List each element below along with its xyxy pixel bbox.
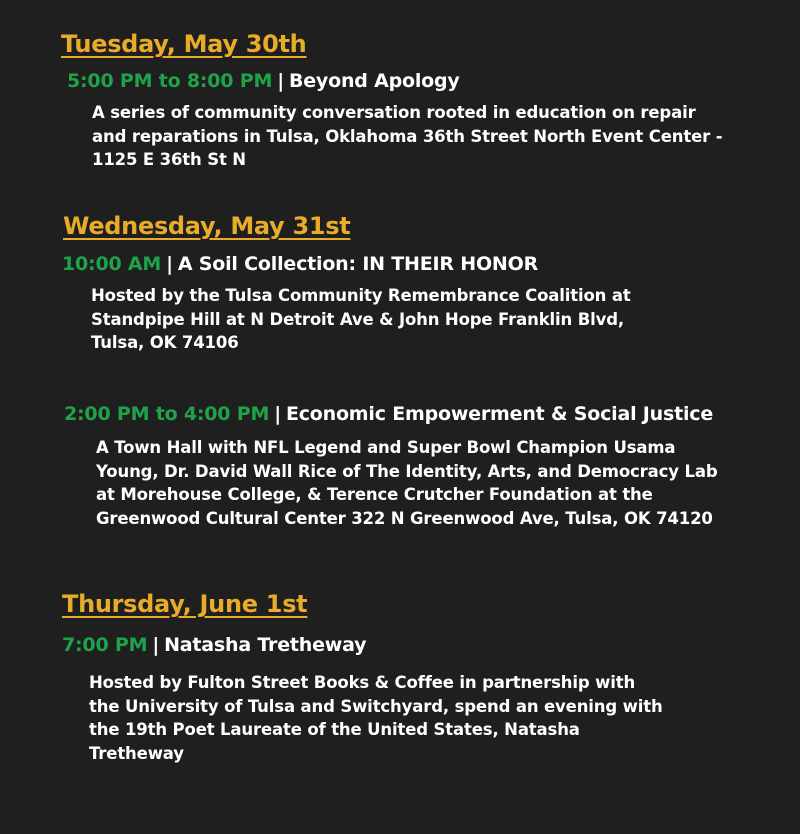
event-title: Economic Empowerment & Social Justice	[285, 403, 714, 425]
event-description-soil-collection: Hosted by the Tulsa Community Remembrance Coalition at Standpipe Hill at N Detroit Ave & John Hope Franklin Blvd, Tulsa, OK 74106	[91, 286, 631, 352]
event-separator: |	[274, 403, 281, 425]
event-heading-economic-empowerment	[64, 403, 713, 425]
event-description-beyond-apology: A series of community conversation rooted in education on repair and reparations in Tulsa, Oklahoma 36th Street North Event Center - 1125 E 36th St N	[92, 103, 723, 169]
day-heading-thursday: Thursday, June 1st	[62, 590, 308, 618]
event-heading-beyond-apology	[67, 70, 460, 92]
event-title: Natasha Tretheway	[164, 634, 367, 656]
event-time: 7:00 PM	[62, 634, 148, 656]
event-heading-soil-collection	[62, 253, 538, 275]
event-time: 10:00 AM	[62, 253, 162, 275]
day-heading-tuesday: Tuesday, May 30th	[61, 30, 307, 58]
event-separator: |	[166, 253, 173, 275]
event-heading-natasha-tretheway	[62, 634, 366, 656]
event-title: Beyond Apology	[288, 70, 460, 92]
event-time: 5:00 PM to 8:00 PM	[67, 70, 273, 92]
event-title: A Soil Collection: IN THEIR HONOR	[177, 253, 538, 275]
event-separator: |	[152, 634, 160, 656]
event-time: 2:00 PM to 4:00 PM	[64, 403, 270, 425]
event-separator: |	[277, 70, 284, 92]
event-description-economic-empowerment: A Town Hall with NFL Legend and Super Bowl Champion Usama Young, Dr. David Wall Rice of The Identity, Arts, and Democracy Lab at Morehouse College, & Terence Crutcher Foundation at the Greenwood Cultural Center 322 N Greenwood Ave, Tulsa, OK 74120	[96, 438, 718, 528]
event-description-natasha-tretheway: Hosted by Fulton Street Books & Coffee in partnership with the University of Tulsa and Switchyard, spend an evening with the 19th Poet Laureate of the United States, Natasha Tretheway	[89, 673, 663, 763]
day-heading-wednesday: Wednesday, May 31st	[63, 212, 351, 240]
